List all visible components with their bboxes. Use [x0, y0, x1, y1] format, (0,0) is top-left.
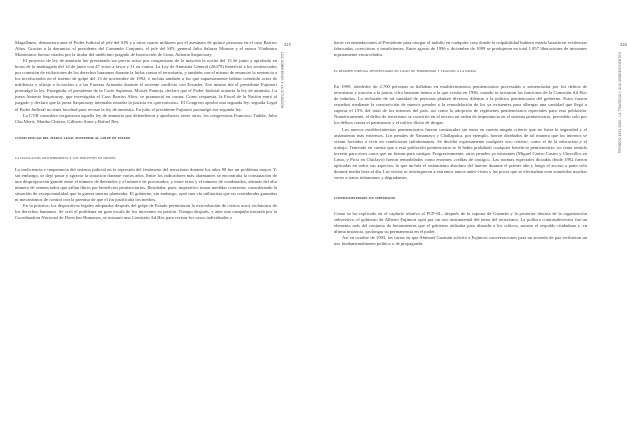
section-heading: contrasubversión sin subversión — [334, 194, 396, 200]
paragraph: Los nuevos establecimientos penitenciarios fueron construidos sin tener en cuenta ningún criterio que no fuera la seguridad y el aislamiento más extremos. Los penales de Yanamayo y Challapalca, por ejemplo, fueron diseñados de tal manera que los internos se vieran forzados a vivir en condiciones infrahumanas. Se decidió expresamente cualquier otro criterio, como el de la educación y el trabajo. Teniendo en cuenta que a esta población penitenciaria se le había prohibido cualquier beneficio penitenciario, no tenía sentido invertir para otros casos que no fueran para castigar. Progresivamente, otros penales ya existentes (Miguel Castro Castro y Chorrillos en Lima, y Picsi en Chiclayo) fueron remodelados como enormes «celdas de castigo». Las normas especiales dictadas desde 1992 fueron aplicadas en todos sus aspectos, lo que incluía el aislamiento absoluto del interno durante el primer año y luego el acceso a patio sólo durante media hora al día. Las visitas se restringieron a extremos nunca antes vistos y las pocas que se efectuaban eran sometidas muchas veces a tratos inhumanos y degradantes. — [334, 126, 587, 180]
right-text-column — [334, 40, 587, 247]
paragraph: Como se ha explicado en el capítulo relativo al PCP-SL, después de la captura de Guzmán y la posterior derrota de la organización subversiva, el gobierno de Alberto Fujimori optó por un uso instrumental del tema del terrorismo. La política contrasubversiva fue un elemento más del conjunto de herramientas que el gobierno utilizaba para disuadir a los críticos, asustar el respaldo ciudadano y, en última instancia, prolongar su permanencia en el poder. — [334, 210, 587, 235]
paragraph: La CVR considera vergonzosa aquella ley de amnistía que defendieron y aprobaron, entre otros, los congresistas Francisco Tudela, Julio Chu Meris, Martha Chávez, Gilberto Siura y Rafael Rey. — [15, 112, 277, 124]
subsection-heading: la legislación antiterrorista y los inocentes en prisión — [15, 154, 116, 160]
page-number: 326 — [620, 42, 627, 47]
paragraph: Magallanes, denunciara ante el Poder Judicial al jefe del SIN y a otros cuatro militares por el asesinato de quince personas en el caso Barrios Altos. Gracias a la denuncia, el presidente del Comando Conjunto, el jefe del SIN, general Julio Salazar Monroe y el asesor Vladimiro Montesinos fueron citados por la titular del undécimo juzgado de Instrucción de Lima, Antonia Saquicuray. — [15, 40, 277, 58]
left-text-column — [15, 40, 277, 221]
paragraph: hacer recomendaciones al Presidente para otorgar el indulto en cualquier caso donde la culpabilidad hubiera estado basada en evidencias fabricadas, coercitivas o insuficientes. Entre agosto de 1996 y diciembre de 1999 se produjeron en total 1.857 liberaciones de inocentes injustamente encarcelados. — [334, 40, 587, 58]
left-page — [0, 0, 296, 431]
running-head: LOS GOBIERNOS Y LA SITUACIÓN — [280, 52, 284, 109]
paragraph: En la práctica, los dispositivos legales adoptados después del golpe de Estado permitieron la exacerbación de ciertos actos violatorios de los derechos humanos. Se creó el problema en gran escala de los inocentes en prisión. Tiempo después, y ante una campaña iniciada por la Coordinadora Nacional de Derechos Humanos, se instauró una Comisión Ad Hoc para revisar los casos individuales y — [15, 203, 277, 221]
paragraph: En 1999, alrededor de 2.700 personas se hallaban en establecimientos penitenciarios procesadas o sentenciadas por los delitos de terrorismo y traición a la patria, cifra bastante menor a la que existía en 1996, cuando se iniciaron las funciones de la Comisión Ad Hoc de indultos. La reclusión de tal cantidad de personas planteó diversos dilemas a la política penitenciaria del gobierno. Estos fueron resueltos mediante la construcción de nuevos penales o la remodelación de los ya existentes para albergar una cantidad que llegó a superar el 15% del total de los internos del país, así como la adopción de regímenes penitenciarios especiales para esta población. Numéricamente, el delito de terrorismo se convirtió en el tercero en orden de importancia en el sistema penitenciario, precedido solo por los delitos contra el patrimonio y el tráfico ilícito de drogas. — [334, 84, 587, 126]
paragraph: El proyecto de ley de amnistía fue presentado sin previo aviso por congresistas de la mayoría la noche del 13 de junio y aprobado en horas de la madrugada del 14 de junio con 47 votos a favor y 11 en contra. La Ley de Amnistía General (26479) benefició a los sentenciados por comisión de violaciones de los derechos humanos durante la lucha contra el terrorismo, y también con el mismo de enunciar la sentencia a los involucrados en el intento de golpe del 13 de noviembre de 1992, e incluía también a los que supuestamente habían cometido actos de infidencia y ultraje a la nación y a las Fuerzas Armadas durante el reciente conflicto con Ecuador. Ese mismo día el presidente Fujimori promulgó la ley. Enseguida, el presidente de la Corte Suprema, Moisés Pantoja, declaró que el Poder Judicial acataría la ley de amnistía. La jueza Antonia Saquicuray, que investigaba el Caso Barrios Altos, se pronunció en contra. Como respuesta, la Fiscal de la Nación entró al juzgado y declaró que la jueza Saquicuray intentaba retardar la justicia en «prevaricato». El Congreso aprobó una segunda ley, seguida Legal el Poder Judicial no tenía facultad para revisar la ley de amnistía. En julio el presidente Fujimori promulgó esa segunda ley. — [15, 58, 277, 112]
running-head: PERÍODO 1992-2000 · LA TRAGEDIA Y SUS SOBREVIVIENTES — [618, 52, 622, 154]
right-page — [304, 0, 627, 431]
paragraph: La ineficiencia e inoperancia del sistema judicial en la represión del fenómeno del terrorismo durante los años 80 fue un problema mayor. Y, sin embargo, se dejó pasar y agravar la situación durante varios años. Entre los indicadores más alarmantes se encontraba la constatación de una desproporción grande entre el número de detenidos y el número de procesados; y entre estos y el número de condenados, además del alto número de sentenciados que salían libres por beneficios penitenciarios. Resultaba, pues, imperativo tomar medidas concretas, considerando la situación de excepcionalidad que la guerra interna planteaba. El gobierno, sin embargo, optó una vía utilitarista que no consideraba garantías ni mecanismos de control con la premisa de que el fin justificaba los medios. — [15, 166, 277, 202]
section-heading: consecuencias del marco legal posterior al golpe de estado — [15, 134, 131, 140]
paragraph: Así en octubre de 1993, las cartas en que Abimael Guzmán solicitó a Fujimori conversaciones para un acuerdo de paz recibieron un uso fundamentalmente político o de propaganda. — [334, 235, 587, 247]
section-heading: el régimen especial penitenciario en casos de terrorismo y traición a la patria — [334, 68, 476, 74]
page-number: 325 — [284, 42, 291, 47]
